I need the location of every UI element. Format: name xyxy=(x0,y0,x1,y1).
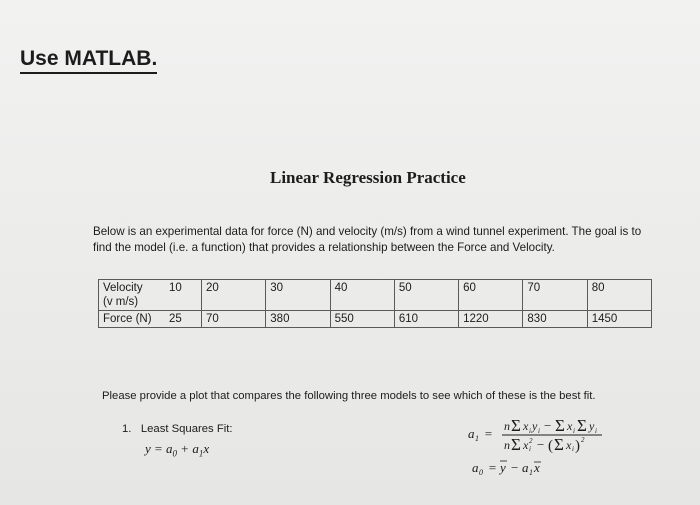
svg-text:Σ: Σ xyxy=(577,416,587,435)
svg-text:i: i xyxy=(573,427,575,435)
svg-text:y: y xyxy=(500,460,506,475)
svg-text:−: − xyxy=(544,418,552,433)
force-cell: 610 xyxy=(394,311,458,328)
velocity-row xyxy=(99,280,652,311)
svg-text:a: a xyxy=(522,460,529,475)
svg-text:0: 0 xyxy=(479,468,483,477)
model-equation: $y = a_0 + a_1x$ xyxy=(145,441,210,459)
svg-text:x: x xyxy=(523,438,529,452)
svg-text:=: = xyxy=(484,426,493,441)
velocity-label-line2: (v m/s) xyxy=(103,296,139,308)
force-cell: 380 xyxy=(266,311,330,328)
svg-text:−: − xyxy=(511,460,519,475)
force-row xyxy=(99,311,652,328)
svg-text:Σ: Σ xyxy=(511,416,521,435)
velocity-cell: 70 xyxy=(523,280,587,311)
velocity-cell: 30 xyxy=(266,280,330,311)
force-cell: 25 xyxy=(165,311,202,328)
data-table xyxy=(98,279,652,328)
force-cell: 1450 xyxy=(587,311,651,328)
svg-text:x: x xyxy=(523,419,529,433)
force-cell: 70 xyxy=(202,311,266,328)
velocity-cell: 60 xyxy=(459,280,523,311)
svg-text:=: = xyxy=(488,460,497,475)
svg-text:x: x xyxy=(567,419,573,433)
header-note: Use MATLAB. xyxy=(20,47,157,74)
force-cell: 1220 xyxy=(459,311,523,328)
svg-text:Σ: Σ xyxy=(554,435,564,454)
least-squares-formula xyxy=(460,412,660,482)
force-cell: 830 xyxy=(523,311,587,328)
velocity-cell: 40 xyxy=(330,280,394,311)
svg-text:n: n xyxy=(504,419,510,433)
velocity-cell: 20 xyxy=(202,280,266,311)
svg-text:a: a xyxy=(468,426,475,441)
svg-text:y: y xyxy=(532,419,538,433)
velocity-cell: 10 xyxy=(165,280,202,311)
model-number: 1. xyxy=(122,423,132,435)
svg-text:Σ: Σ xyxy=(555,416,565,435)
force-cell: 550 xyxy=(330,311,394,328)
force-label: Force (N) xyxy=(99,311,166,328)
intro-paragraph: Below is an experimental data for force (N) and velocity (m/s) from a wind tunnel experiment. The goal is to find the model (i.e. a function) that provides a relationship between the Force and Velocity. xyxy=(93,225,642,254)
svg-text:): ) xyxy=(575,438,580,454)
svg-text:i: i xyxy=(538,427,540,435)
velocity-cell: 80 xyxy=(587,280,651,311)
svg-text:a: a xyxy=(472,460,479,475)
velocity-label-line1: Velocity xyxy=(103,282,143,294)
svg-text:−: − xyxy=(537,437,545,452)
velocity-cell: 50 xyxy=(394,280,458,311)
document-title: Linear Regression Practice xyxy=(270,168,466,187)
svg-text:i: i xyxy=(529,445,531,453)
model-name: Least Squares Fit: xyxy=(140,423,233,435)
velocity-label xyxy=(99,280,166,311)
svg-text:i: i xyxy=(529,427,531,435)
svg-text:(: ( xyxy=(548,438,553,454)
svg-text:Σ: Σ xyxy=(511,435,521,454)
svg-text:1: 1 xyxy=(529,468,533,477)
svg-text:x: x xyxy=(566,438,572,452)
svg-text:n: n xyxy=(504,438,510,452)
model-list-item xyxy=(122,423,233,435)
svg-text:1: 1 xyxy=(475,434,479,443)
svg-text:y: y xyxy=(589,419,595,433)
svg-text:2: 2 xyxy=(529,437,533,445)
plot-request: Please provide a plot that compares the following three models to see which of these is the best fit. xyxy=(102,390,596,402)
svg-text:x: x xyxy=(534,460,540,475)
svg-text:2: 2 xyxy=(581,436,585,444)
svg-text:i: i xyxy=(595,427,597,435)
svg-text:i: i xyxy=(572,445,574,453)
